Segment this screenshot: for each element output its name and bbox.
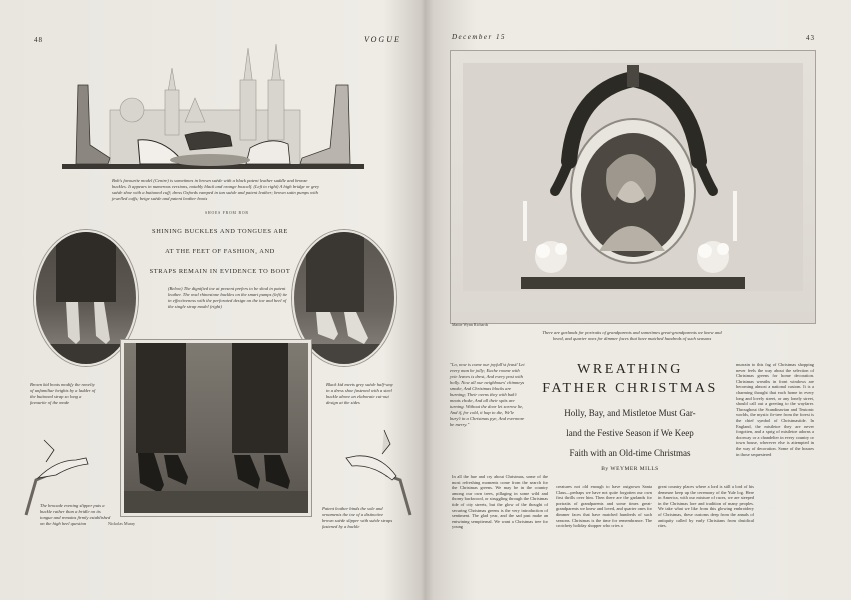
deck-line-2: land the Festive Season if We Keep xyxy=(566,428,694,438)
center-shoes-photo xyxy=(121,340,311,516)
bottom-right-caption: Patent leather binds the sole and ornaments the toe of a distinctive brown suède slipper with suède straps fastened by a buckle xyxy=(322,506,393,529)
top-illustration-caption: Bob's favourite model (Centre) is sometimes in brown suède with a black patent leather saddle and bronze buckles. It appears in numerous versions, notably black and orange boxcalf. (Left to right) A high bridge or grey suède shoe with a buttoned cuff; dress Oxfords vamped in tan suède and patent leather; brown satin pumps with jewelled cuffs; beige suède and patent leather boots xyxy=(112,178,320,201)
bottom-left-caption: The brocade evening slipper puts a buckle rather than a bridle on its tongue and remains firmly established on the high heel question xyxy=(40,503,111,526)
body-column-3: great country places where a lord is still a lord of his demesne keep up the ceremony of the Yule log. Here in America, with our mixture of races, we are steeped in the Christmas lore and tradition of many peoples. We take what we like from this glowing embroidery of Christmas, these customs deep from the annals of antiquity called by early Christians from druidical rites. xyxy=(658,484,754,529)
headline-line-3: STRAPS REMAIN IN EVIDENCE TO BOOT xyxy=(149,268,291,275)
article-byline: By WEYMER MILLS xyxy=(601,466,659,472)
wreath-portrait-photo xyxy=(450,50,816,324)
right-boot-shoe xyxy=(300,85,350,164)
left-page-number: 48 xyxy=(34,36,43,44)
deck-line-3: Faith with an Old-time Christmas xyxy=(569,448,691,458)
left-caption: Brown kid boots modify the novelty of unfamiliar heights by a ladder of the buttoned strap so long a favourite of the mode xyxy=(30,382,96,405)
right-page-number: 43 xyxy=(806,34,815,42)
body-column-2: creatures not old enough to have outgrown Santa Claus—perhaps we have not quite forgotten our own first thrills over him. Then there are the garlands for portraits of grandparents and some times great-grandparents we knew and loved, and quarter ones for dimmer faces that have matched hundreds of such seasons. Christmas is the time for remembrance. The crotchety holiday shopper who cries a xyxy=(556,484,652,529)
right-caption: Black kid meets grey suède half-way in a dress shoe fastened with a steel buckle above an elaborate cut-out design at the sides xyxy=(326,382,393,405)
issue-date: December 15 xyxy=(452,33,507,41)
article-title-line-1: WREATHING xyxy=(577,362,683,377)
side-column: murrain to this fag of Christmas shopping never feels the way about the selection of Christmas greens for home decoration. Christmas wreaths in front windows are becoming almost a national custom. It is a charming thought that each home in every long and lovely street, or any lonely street, should call out a greeting to the wayfarer. Throughout the Scandinavian and Teutonic worlds, the mystic fir-tree from the forest is the chief symbol of Christmastide. In England, the mistletoe they are never forgotten, and a sprig of mistletoe adorns a doorway or a chandelier in every country or town house, wherever else is attempted in the way of decoration. Some of the houses in those sequestered xyxy=(736,362,814,457)
article-title-line-2: FATHER CHRISTMAS xyxy=(542,381,718,396)
middle-caption: (Below) The dignified toe at present prefers to be shod in patent leather. The oval rhinestone buckles on the smart pumps (left) tie in effectiveness with the perforated design on the toe and heel of the single strap model (right) xyxy=(168,286,288,309)
magazine-title: VOGUE xyxy=(364,35,401,44)
suede-slipper-sketch xyxy=(340,420,422,520)
headline-line-1: SHINING BUCKLES AND TONGUES ARE xyxy=(152,228,288,235)
left-boot-shoe xyxy=(76,85,110,164)
deck-line-1: Holly, Bay, and Mistletoe Must Gar- xyxy=(564,408,696,418)
shoe-cathedral-illustration xyxy=(60,40,370,172)
christmas-poem: "Lo, now is come our joyfull'st feast! Let every man be jolly; Eache roome with yvie leaves is drest, And every post with holly. Now all our neighbours' chimneys smoke, And Christmas blocks are burning; Their ovens they with bak't meats choke, And all their spits are turning. Without the door let sorrow lie, And if, for cold, it hap to die, We'le bury't in a Christmas pye, And evermore be merry." xyxy=(450,362,525,427)
headline-line-2: AT THE FEET OF FASHION, AND xyxy=(165,248,275,255)
photo-credit-right: Mattie Wynn Richards xyxy=(452,322,489,327)
body-column-1: In all the hue and cry about Christmas, some of the most refreshing moments come from the search for the Christmas greens. We may be in the country among our own trees, pillaging in some wild and thorny backwood, or struggling through the Christmas tide of city streets, but the glow of the thought of securing Christmas greens is the very introduction of sentiment. The glad year, and the sad past make an entwining sempiternal. We want a Christmas tree for young xyxy=(452,474,548,530)
shoes-credit-label: SHOES FROM BOB xyxy=(205,211,249,215)
photo-caption: There are garlands for portraits of grandparents and sometimes great-grandparents we knew and loved, and quarter ones for dimmer faces that have matched hundreds of such seasons xyxy=(542,330,722,341)
photo-credit-left: Nickolas Muray xyxy=(108,521,136,526)
